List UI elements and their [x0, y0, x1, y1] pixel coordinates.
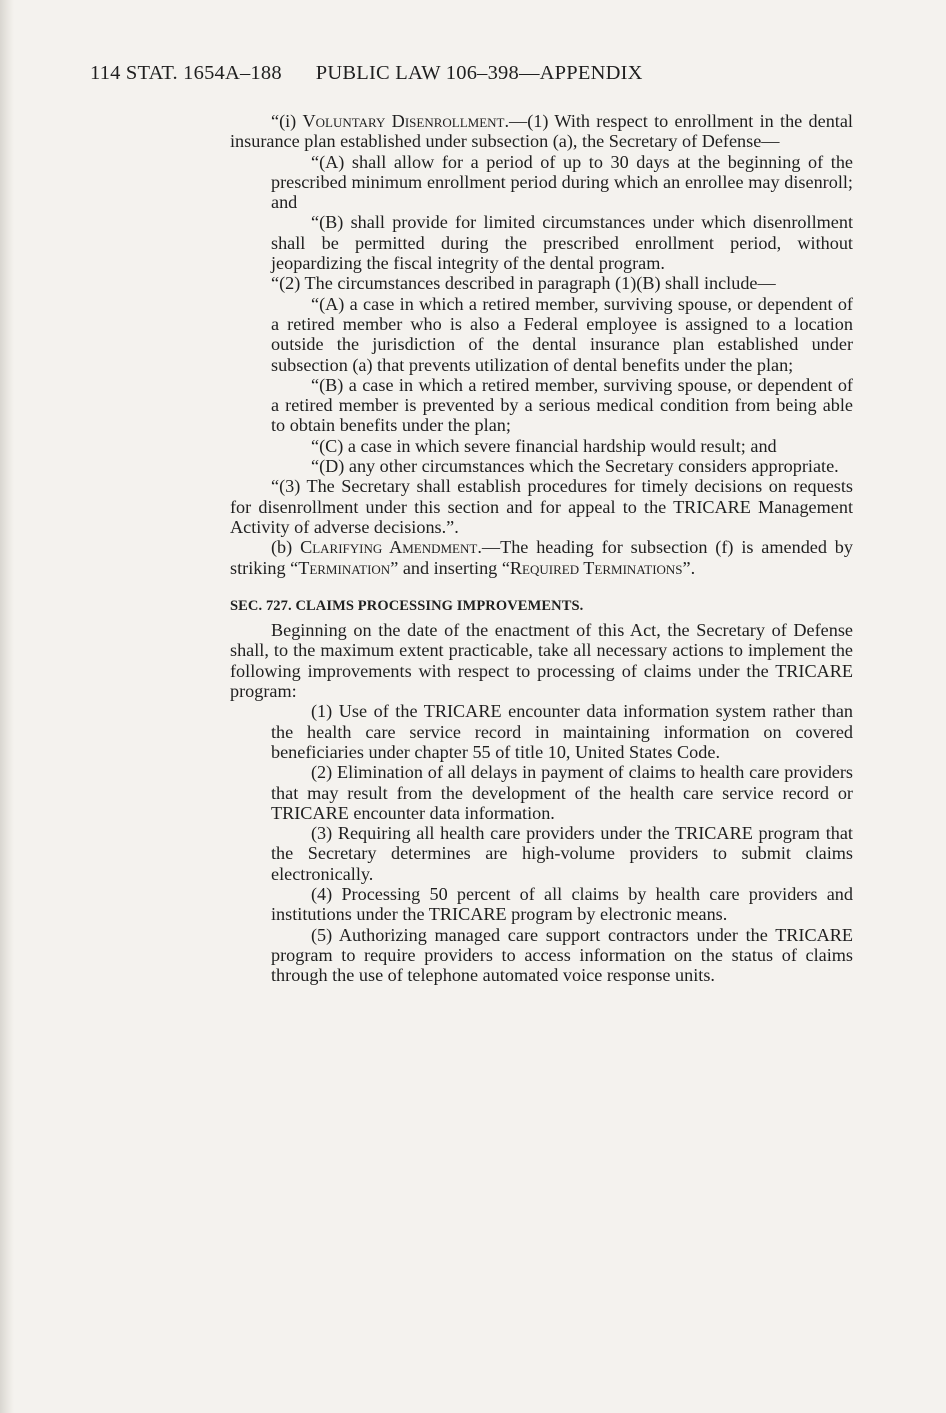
paragraph — [230, 476, 853, 537]
small-caps-run: Required Terminations — [509, 557, 683, 578]
text-run: “(B) shall provide for limited circumstances under which disenrollment shall be permitted during the prescribed enrollment period, without jeopardizing the fiscal integrity of the dental program. — [271, 212, 853, 274]
paragraph — [230, 111, 853, 152]
paragraph — [230, 925, 853, 986]
text-run: “(A) shall allow for a period of up to 30 days at the beginning of the prescribed minimum enrollment period during which an enrollee may disenroll; and — [271, 151, 853, 213]
text-run: “(D) any other circumstances which the Secretary considers appropriate. — [311, 456, 839, 477]
paragraph — [230, 273, 853, 293]
paragraph — [230, 212, 853, 273]
paragraph — [230, 436, 853, 456]
text-run: .—(1) With respect to enrollment in the dental insurance plan established under subsection (a), the Secretary of Defense— — [230, 111, 853, 152]
text-run: (4) Processing 50 percent of all claims by health care providers and institutions under the TRICARE program by electronic means. — [271, 883, 853, 925]
text-run: ”. — [682, 557, 696, 578]
paragraph — [230, 762, 853, 823]
public-law-title: PUBLIC LAW 106–398—APPENDIX — [315, 62, 643, 84]
paragraph — [230, 375, 853, 436]
text-run: Beginning on the date of the enactment of this Act, the Secretary of Defense shall, to the maximum extent practicable, take all necessary actions to implement the following improvements with respect to processing of claims under the TRICARE program: — [230, 620, 853, 702]
text-run: (2) Elimination of all delays in payment of claims to health care providers that may result from the development of the health care service record or TRICARE encounter data information. — [271, 762, 853, 823]
small-caps-run: Voluntary Disenrollment — [302, 111, 505, 131]
text-run: SEC. 727. CLAIMS PROCESSING IMPROVEMENTS. — [230, 597, 584, 614]
stat-citation: 114 STAT. 1654A–188 — [90, 62, 282, 84]
text-run: (1) Use of the TRICARE encounter data information system rather than the health care service record in maintaining information on covered beneficiaries under chapter 55 of title 10, United States Code. — [271, 701, 853, 762]
text-run: .—The heading for subsection (f) is amended by striking “ — [230, 537, 853, 578]
paragraph — [230, 152, 853, 213]
text-run: (b) — [271, 537, 301, 558]
small-caps-run: Termination — [298, 557, 391, 578]
text-run: (3) Requiring all health care providers under the TRICARE program that the Secretary determines are high-volume providers to submit claims electronically. — [271, 823, 853, 884]
paragraph — [230, 294, 853, 375]
text-run: “(A) a case in which a retired member, surviving spouse, or dependent of a retired member who is also a Federal employee is assigned to a location outside the jurisdiction of the dental insurance plan established under subsection (a) that prevents utilization of dental benefits under the plan; — [271, 293, 853, 375]
text-run: “(2) The circumstances described in paragraph (1)(B) shall include— — [271, 273, 776, 294]
paragraph — [230, 537, 853, 578]
document-body — [230, 111, 853, 985]
text-run: “(B) a case in which a retired member, surviving spouse, or dependent of a retired member is prevented by a serious medical condition from being able to obtain benefits under the plan; — [271, 374, 853, 436]
paragraph — [230, 823, 853, 884]
paragraph — [230, 456, 853, 476]
text-run: (5) Authorizing managed care support contractors under the TRICARE program to require providers to access information on the status of claims through the use of telephone automated voice response units. — [271, 924, 853, 986]
section-heading — [230, 596, 853, 616]
text-run: ” and inserting “ — [390, 557, 510, 578]
text-run: “(C) a case in which severe financial hardship would result; and — [311, 435, 777, 456]
paragraph — [230, 884, 853, 925]
small-caps-run: Clarifying Amendment — [300, 537, 478, 558]
paragraph — [230, 620, 853, 701]
text-run: “(3) The Secretary shall establish procedures for timely decisions on requests for disenrollment under this section and for appeal to the TRICARE Management Activity of adverse decisions.”. — [230, 476, 853, 537]
running-head — [90, 62, 643, 85]
paragraph — [230, 701, 853, 762]
text-run: “(i) — [271, 111, 303, 131]
